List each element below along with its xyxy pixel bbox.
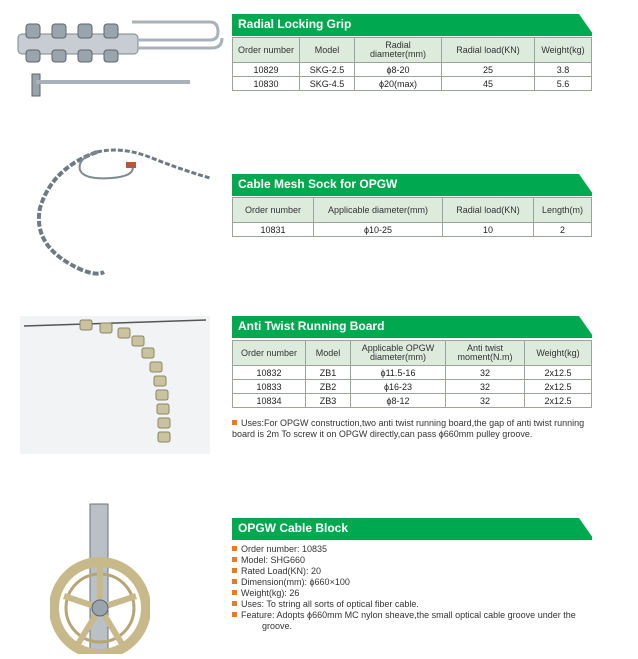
table-header-row [233, 198, 592, 223]
cell: 2x12.5 [525, 366, 592, 380]
bullet-icon [232, 557, 237, 562]
cell: 45 [442, 77, 535, 91]
opgw-cable-block-image [50, 500, 150, 654]
table-row [233, 366, 592, 380]
cell: 2x12.5 [525, 394, 592, 408]
item-text: Weight(kg): 26 [241, 588, 300, 598]
col-weight: Weight(kg) [525, 341, 592, 366]
cell: 32 [446, 380, 525, 394]
col-anti-twist-moment: Anti twist moment(N.m) [446, 341, 525, 366]
cell: 25 [442, 63, 535, 77]
table-row [233, 394, 592, 408]
list-item [232, 566, 602, 577]
table-row [233, 63, 592, 77]
cell: ZB1 [306, 366, 351, 380]
cell: ϕ16-23 [351, 380, 446, 394]
note-text: Uses:For OPGW construction,two anti twist running board,the gap of anti twist running board is 2m To screw it on OPGW directly,can pass ϕ660mm pulley groove. [232, 418, 585, 439]
cable-mesh-sock-image [22, 138, 222, 278]
bullet-icon [232, 420, 237, 425]
cell: 2 [534, 223, 592, 237]
col-applicable-diameter: Applicable diameter(mm) [314, 198, 443, 223]
cell: ZB2 [306, 380, 351, 394]
cell: 10829 [233, 63, 300, 77]
cell: 2x12.5 [525, 380, 592, 394]
col-model: Model [300, 38, 355, 63]
opgw-cable-block-specs [232, 544, 602, 632]
cell: ϕ8-12 [351, 394, 446, 408]
col-order-number: Order number [233, 341, 306, 366]
list-item [232, 599, 602, 610]
item-text: Dimension(mm): ϕ660×100 [241, 577, 350, 587]
cell: 10832 [233, 366, 306, 380]
cell: SKG-2.5 [300, 63, 355, 77]
col-order-number: Order number [233, 38, 300, 63]
item-text: Model: SHG660 [241, 555, 306, 565]
item-text: Rated Load(KN): 20 [241, 566, 322, 576]
bullet-icon [232, 579, 237, 584]
cell: 32 [446, 394, 525, 408]
cell: ϕ8-20 [355, 63, 442, 77]
cell: 10830 [233, 77, 300, 91]
table-row [233, 380, 592, 394]
section-title-anti-twist-running-board: Anti Twist Running Board [232, 316, 592, 336]
col-radial-diameter: Radial diameter(mm) [355, 38, 442, 63]
list-item [232, 588, 602, 599]
anti-twist-uses-note [232, 418, 594, 440]
radial-locking-grip-table [232, 37, 592, 91]
section-title-radial-locking-grip: Radial Locking Grip [232, 14, 592, 34]
bullet-icon [232, 546, 237, 551]
list-item [232, 555, 602, 566]
cell: ϕ10-25 [314, 223, 443, 237]
section-title-opgw-cable-block: OPGW Cable Block [232, 518, 592, 538]
section-divider [232, 194, 592, 196]
section-divider [232, 336, 592, 338]
cell: 10831 [233, 223, 314, 237]
cell: 10 [443, 223, 534, 237]
anti-twist-running-board-image [20, 316, 210, 454]
col-radial-load: Radial load(KN) [443, 198, 534, 223]
section-divider [232, 34, 592, 36]
cell: ZB3 [306, 394, 351, 408]
list-item [232, 610, 602, 621]
col-length: Length(m) [534, 198, 592, 223]
cell: ϕ20(max) [355, 77, 442, 91]
list-item [232, 544, 602, 555]
item-text: Feature: Adopts ϕ660mm MC nylon sheave,the small optical cable groove under the [241, 610, 576, 620]
col-model: Model [306, 341, 351, 366]
table-header-row [233, 38, 592, 63]
table-row [233, 223, 592, 237]
section-divider [232, 538, 592, 540]
bullet-icon [232, 601, 237, 606]
cable-mesh-sock-table [232, 197, 592, 237]
section-title-cable-mesh-sock: Cable Mesh Sock for OPGW [232, 174, 592, 194]
list-item [232, 577, 602, 588]
col-applicable-opgw-diameter: Applicable OPGW diameter(mm) [351, 341, 446, 366]
item-text: Order number: 10835 [241, 544, 328, 554]
table-header-row [233, 341, 592, 366]
cell: 5.6 [535, 77, 592, 91]
list-item-continuation: groove. [262, 621, 293, 631]
col-order-number: Order number [233, 198, 314, 223]
cell: 10833 [233, 380, 306, 394]
cell: SKG-4.5 [300, 77, 355, 91]
col-weight: Weight(kg) [535, 38, 592, 63]
cell: 32 [446, 366, 525, 380]
bullet-icon [232, 612, 237, 617]
cell: 3.8 [535, 63, 592, 77]
anti-twist-running-board-table [232, 340, 592, 408]
bullet-icon [232, 568, 237, 573]
col-radial-load: Radial load(KN) [442, 38, 535, 63]
bullet-icon [232, 590, 237, 595]
item-text: Uses: To string all sorts of optical fiber cable. [241, 599, 419, 609]
radial-locking-grip-image [14, 12, 224, 100]
table-row [233, 77, 592, 91]
cell: ϕ11.5-16 [351, 366, 446, 380]
cell: 10834 [233, 394, 306, 408]
